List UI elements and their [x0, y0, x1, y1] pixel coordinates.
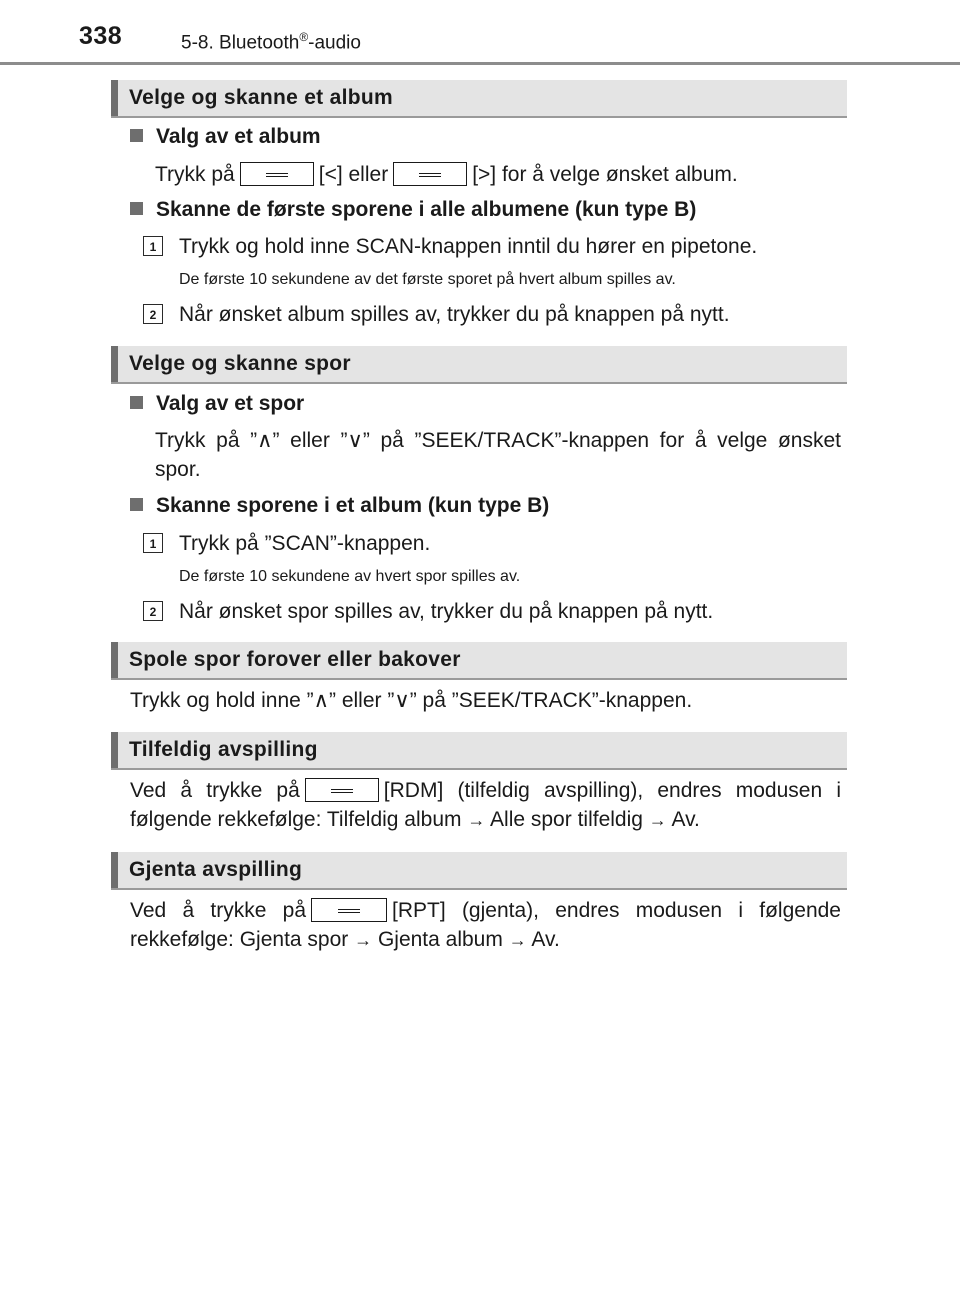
- step-number-badge: 2: [143, 304, 163, 324]
- section-title: Tilfeldig avspilling: [129, 738, 318, 761]
- section-heading-seek: [111, 642, 847, 680]
- preset-button-icon: [311, 898, 387, 922]
- section-title: Velge og skanne spor: [129, 352, 351, 375]
- chapter-title: 5-8. Bluetooth®-audio: [181, 30, 361, 54]
- subheading-track-scan: Skanne sporene i et album (kun type B): [130, 494, 549, 518]
- section-heading-bar: [111, 80, 118, 116]
- arrow-right-icon: →: [354, 930, 373, 950]
- header-divider: [0, 62, 960, 65]
- album-scan-note: De første 10 sekundene av det første sporet på hvert album spilles av.: [179, 271, 676, 288]
- subheading-track-select: Valg av et spor: [130, 392, 304, 416]
- section-title: Spole spor forover eller bakover: [129, 648, 461, 671]
- section-heading-repeat: [111, 852, 847, 890]
- section-heading-bar: [111, 642, 118, 678]
- step-number-badge: 2: [143, 601, 163, 621]
- step-number-badge: 1: [143, 533, 163, 553]
- random-text: Ved å trykke på [RDM] (tilfeldig avspilling), endres modusen i følgende rekkefølge: Tilfeldig album → Alle spor tilfeldig → Av.: [130, 779, 841, 831]
- track-scan-note: De første 10 sekundene av hvert spor spilles av.: [179, 568, 521, 585]
- track-select-text: Trykk på ”∧” eller ”∨” på ”SEEK/TRACK”-knappen for å velge ønsket spor.: [155, 429, 841, 481]
- section-heading-album: [111, 80, 847, 118]
- page-header: [0, 0, 960, 66]
- album-select-text: Trykk på [<] eller [>] for å velge ønsket album.: [155, 163, 738, 186]
- seek-text: Trykk og hold inne ”∧” eller ”∨” på ”SEEK/TRACK”-knappen.: [130, 689, 693, 712]
- section-heading-random: [111, 732, 847, 770]
- arrow-right-icon: →: [508, 930, 527, 950]
- square-bullet-icon: [130, 202, 143, 215]
- section-heading-bar: [111, 346, 118, 382]
- section-title: Gjenta avspilling: [129, 858, 303, 881]
- subheading-album-select: Valg av et album: [130, 125, 321, 149]
- page-number: 338: [79, 22, 123, 50]
- preset-button-icon: [240, 162, 314, 186]
- preset-button-icon: [393, 162, 467, 186]
- section-heading-bar: [111, 852, 118, 888]
- square-bullet-icon: [130, 498, 143, 511]
- arrow-right-icon: →: [467, 810, 486, 830]
- step-number-badge: 1: [143, 236, 163, 256]
- square-bullet-icon: [130, 129, 143, 142]
- subheading-album-scan: Skanne de første sporene i alle albumene (kun type B): [130, 198, 696, 222]
- section-title: Velge og skanne et album: [129, 86, 393, 109]
- section-heading-track: [111, 346, 847, 384]
- arrow-right-icon: →: [648, 810, 667, 830]
- preset-button-icon: [305, 778, 379, 802]
- repeat-text: Ved å trykke på [RPT] (gjenta), endres modusen i følgende rekkefølge: Gjenta spor → Gjenta album → Av.: [130, 899, 841, 951]
- square-bullet-icon: [130, 396, 143, 409]
- section-heading-bar: [111, 732, 118, 768]
